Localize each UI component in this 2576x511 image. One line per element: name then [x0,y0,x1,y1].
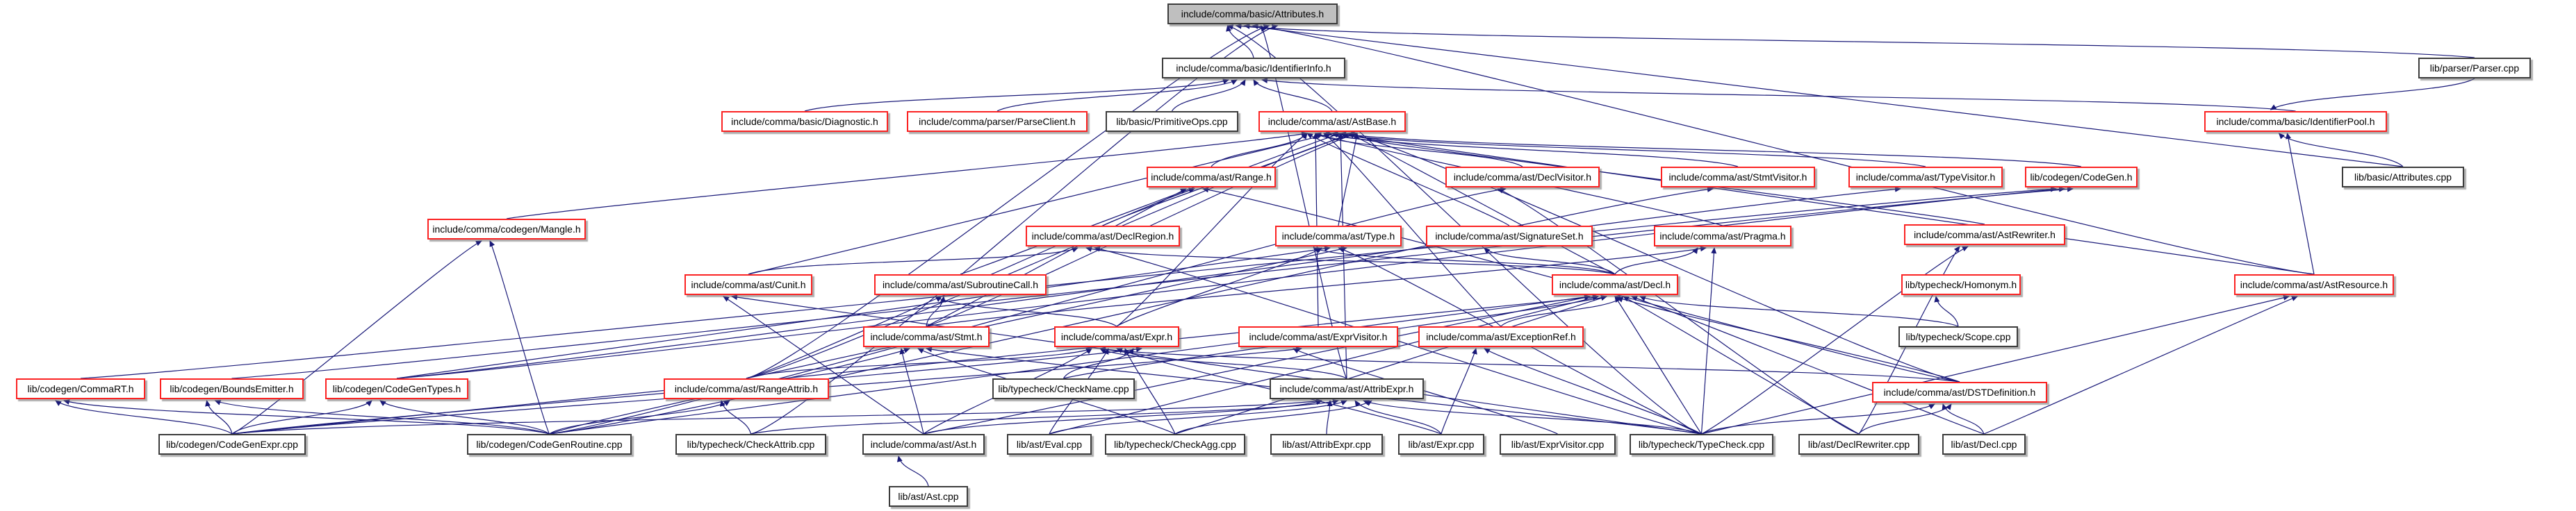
graph-edge [550,296,1591,434]
graph-edge [1332,133,2314,274]
graph-node-dstdefinition_h[interactable]: include/comma/ast/DSTDefinition.h [1872,382,2047,403]
graph-edge [924,401,1322,434]
graph-edge [1315,133,1523,167]
graph-node-expr_cpp[interactable]: lib/ast/Expr.cpp [1398,434,1484,455]
graph-edge [721,401,751,434]
graph-edge [1702,296,2290,434]
graph-node-pragma_h[interactable]: include/comma/ast/Pragma.h [1654,226,1791,246]
graph-edge [1100,349,1960,382]
graph-edge [1702,404,1935,434]
graph-node-stmtvisitor_h[interactable]: include/comma/ast/StmtVisitor.h [1661,167,1815,187]
graph-edge [748,248,1078,274]
graph-node-type_h[interactable]: include/comma/ast/Type.h [1275,226,1402,246]
graph-node-ast_h[interactable]: include/comma/ast/Ast.h [862,434,985,455]
graph-node-exceptionref_h[interactable]: include/comma/ast/ExceptionRef.h [1418,326,1584,347]
graph-node-exprvisitor_h[interactable]: include/comma/ast/ExprVisitor.h [1238,326,1398,347]
graph-edge [2279,133,2404,167]
graph-edge [1236,26,2475,58]
graph-edge [1211,133,1307,167]
graph-edge [56,401,232,434]
graph-edge [1943,404,1984,434]
graph-node-subroutinecall_h[interactable]: include/comma/ast/SubroutineCall.h [874,274,1047,295]
graph-edge [397,189,2065,378]
graph-edge [805,80,1229,111]
graph-node-eval_cpp[interactable]: lib/ast/Eval.cpp [1007,434,1092,455]
graph-edge [215,401,550,434]
graph-node-cunit_h[interactable]: include/comma/ast/Cunit.h [684,274,812,295]
graph-node-scope_cpp[interactable]: lib/typecheck/Scope.cpp [1898,326,2018,347]
graph-edge [1261,26,1347,378]
graph-edge [232,241,482,434]
graph-node-typevisitor_h[interactable]: include/comma/ast/TypeVisitor.h [1848,167,2003,187]
graph-node-rangeattrib_h[interactable]: include/comma/ast/RangeAttrib.h [664,378,829,399]
graph-node-expr_h[interactable]: include/comma/ast/Expr.h [1054,326,1179,347]
graph-edge [2271,78,2475,110]
graph-node-astbase_h[interactable]: include/comma/ast/AstBase.h [1258,111,1406,132]
graph-node-identifierpool_h[interactable]: include/comma/basic/IdentifierPool.h [2204,111,2387,132]
graph-edge [1172,80,1246,111]
graph-node-astrewriter_h[interactable]: include/comma/ast/AstRewriter.h [1904,224,2065,245]
graph-node-stmt_h[interactable]: include/comma/ast/Stmt.h [863,326,990,347]
graph-node-declrewriter_cpp[interactable]: lib/ast/DeclRewriter.cpp [1798,434,1919,455]
graph-node-typecheck_cpp[interactable]: lib/typecheck/TypeCheck.cpp [1630,434,1773,455]
graph-node-attribexpr_h[interactable]: include/comma/ast/AttribExpr.h [1270,378,1424,399]
graph-edge [1441,349,1476,434]
graph-node-checkattrib_cpp[interactable]: lib/typecheck/CheckAttrib.cpp [675,434,826,455]
graph-node-primitiveops_cpp[interactable]: lib/basic/PrimitiveOps.cpp [1106,111,1238,132]
graph-node-ast_cpp[interactable]: lib/ast/Ast.cpp [889,486,968,507]
graph-node-codegentypes_h[interactable]: lib/codegen/CodeGenTypes.h [325,378,468,399]
graph-node-homonym_h[interactable]: lib/typecheck/Homonym.h [1901,274,2021,295]
graph-node-range_h[interactable]: include/comma/ast/Range.h [1147,167,1276,187]
graph-node-decl_h[interactable]: include/comma/ast/Decl.h [1552,274,1678,295]
graph-edge [899,456,928,486]
graph-node-astresource_h[interactable]: include/comma/ast/AstResource.h [2234,274,2394,295]
graph-node-codegenroutine_cpp[interactable]: lib/codegen/CodeGenRoutine.cpp [467,434,632,455]
graph-edge [1086,248,1615,274]
graph-edge [1702,248,1715,434]
graph-edge [1064,349,1134,378]
graph-edge [960,133,1340,274]
graph-edge [1363,401,1702,434]
graph-node-declvisitor_h[interactable]: include/comma/ast/DeclVisitor.h [1445,167,1600,187]
graph-edge [926,189,1186,326]
graph-edge [1175,401,1372,434]
graph-node-boundsemitter_h[interactable]: lib/codegen/BoundsEmitter.h [160,378,304,399]
graph-edge [1355,401,1441,434]
graph-node-codegen_h[interactable]: lib/codegen/CodeGen.h [2025,167,2138,187]
graph-edge [746,26,1270,378]
graph-edge [1859,404,1951,434]
graph-node-parser_cpp[interactable]: lib/parser/Parser.cpp [2418,58,2531,78]
graph-edge [1262,80,2296,111]
graph-node-codegenexpr_cpp[interactable]: lib/codegen/CodeGenExpr.cpp [158,434,306,455]
graph-node-declregion_h[interactable]: include/comma/ast/DeclRegion.h [1026,226,1180,246]
graph-node-attribexpr_cpp[interactable]: lib/ast/AttribExpr.cpp [1270,434,1383,455]
graph-node-commart_h[interactable]: lib/codegen/CommaRT.h [16,378,145,399]
graph-node-mangle_h[interactable]: include/comma/codegen/Mangle.h [427,219,586,240]
graph-node-decl_cpp[interactable]: lib/ast/Decl.cpp [1942,434,2026,455]
graph-node-diagnostic_h[interactable]: include/comma/basic/Diagnostic.h [721,111,888,132]
graph-node-parseclient_h[interactable]: include/comma/parser/ParseClient.h [907,111,1088,132]
graph-node-checkagg_cpp[interactable]: lib/typecheck/CheckAgg.cpp [1105,434,1245,455]
graph-edge [1984,296,2297,434]
graph-node-exprvisitor_cpp[interactable]: lib/ast/ExprVisitor.cpp [1500,434,1616,455]
graph-edge [1640,296,1958,326]
graph-node-attributes_h[interactable]: include/comma/basic/Attributes.h [1167,3,1338,24]
graph-node-signatureset_h[interactable]: include/comma/ast/SignatureSet.h [1426,226,1593,246]
graph-node-attributes_cpp[interactable]: lib/basic/Attributes.cpp [2342,167,2464,187]
graph-edge [1615,248,1698,274]
graph-node-checkname_cpp[interactable]: lib/typecheck/CheckName.cpp [992,378,1135,399]
graph-node-identifierinfo_h[interactable]: include/comma/basic/IdentifierInfo.h [1162,58,1345,78]
